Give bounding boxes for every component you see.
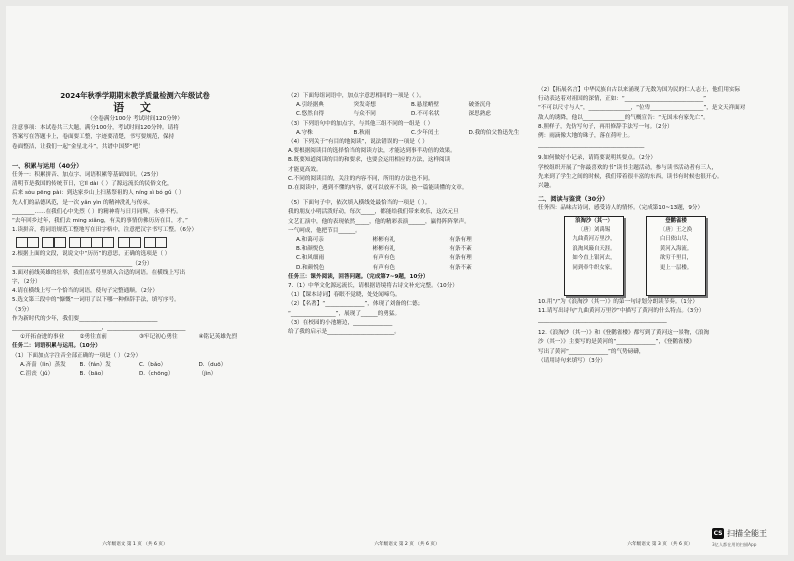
answer-line[interactable]: ________________________________，____________________________ bbox=[12, 325, 186, 332]
option: D.我的伯父鲁迅先生 bbox=[468, 129, 520, 136]
task-heading: 任务四：品味古诗词，感受诗人的情怀。（完成第10~13题，9分） bbox=[538, 205, 704, 212]
question: 字，（2分） bbox=[12, 279, 41, 286]
question: （4）下列关于“有目的地阅读”，说法错误的一项是（ ） bbox=[288, 139, 428, 146]
question: 2.根据上面的文段，说说文中“历历”的意思，正确的选项是（ ） bbox=[12, 251, 171, 258]
passage-line: 兴趣。 bbox=[538, 183, 555, 190]
answer-line[interactable]: ______________________________________ bbox=[538, 142, 645, 149]
option: 有条不紊 bbox=[449, 246, 472, 253]
question: 3.面对前线英雄的壮举，我们在括号里填入合适的词语。在横线上写出 bbox=[12, 269, 186, 276]
option: 彬彬有礼 bbox=[372, 246, 396, 253]
answer-line[interactable]: ___________________________________________（2分） bbox=[12, 260, 153, 267]
subject-title: 语 文 bbox=[113, 101, 157, 114]
option: 有条有理 bbox=[449, 237, 472, 244]
passage-line: 后来 sòu pēng pài：到达家乡山上扫墓祭祖的人 níng sì bó gǔ（ ） bbox=[12, 190, 185, 197]
answer-line[interactable]: 行动表达着对祖国的深情，正如：“____________________________” bbox=[538, 96, 707, 103]
options-row bbox=[288, 254, 526, 263]
options-row bbox=[12, 333, 258, 342]
options-row bbox=[12, 370, 258, 379]
option: B.秋雨 bbox=[353, 129, 371, 136]
answer-line[interactable]: （3）在校园的小池塘边，______________ bbox=[288, 319, 393, 326]
poem-box-2 bbox=[646, 216, 706, 296]
page-2 bbox=[288, 6, 526, 555]
option: B.（fán）发 bbox=[79, 361, 111, 368]
intro-line: 答案写在答题卡上，卷面要工整，字迹要清楚，书写要规范，保持 bbox=[12, 134, 175, 141]
question: （5）下面句子中，依次填入横线处最恰当的一项是（ ）。 bbox=[288, 200, 431, 207]
option: A.和蔼可亲 bbox=[296, 237, 324, 244]
passage-line: ________……在我们心中先烈（ ）的精神将与日月同辉，永垂不朽。 bbox=[12, 208, 182, 215]
answer-line[interactable]: ______________________________________________ bbox=[538, 317, 667, 324]
option-line: 才能更高效。 bbox=[288, 166, 322, 173]
passage-line: 先来到了学生之间的时候，我们带着很丰富的东西，读书有时候也很开心。 bbox=[538, 173, 723, 180]
option: ②勇往直前 bbox=[79, 334, 107, 341]
options-row bbox=[288, 264, 526, 273]
passage-line: 清明节是我国的传统节日，它lǐ dài（ ）了源远流长的民俗文化， bbox=[12, 181, 173, 188]
page-1 bbox=[12, 6, 258, 555]
page-3 bbox=[538, 6, 782, 555]
passage-line: 我的朋友小明活泼好动，每次_____，都能给我们带来欢乐，这次元旦 bbox=[288, 209, 459, 216]
option: ④铭记英雄先烈 bbox=[198, 334, 238, 341]
passage-line: 学校组织开展了“你最喜欢的书”读书主题活动，参与读书活动者有三人， bbox=[538, 164, 718, 171]
option: B.（bāo） bbox=[79, 371, 107, 378]
answer-line[interactable]: （2）【名著】“______________”，体现了刘备的仁德； bbox=[288, 301, 424, 308]
poem-line: 九曲黄河万里沙， bbox=[572, 236, 616, 243]
question: 11.请写出诗句“九曲黄河万里沙”中描写了黄河的什么特点。（3分） bbox=[538, 307, 705, 314]
exam-sheet bbox=[6, 6, 788, 555]
camscanner-icon: CS bbox=[713, 530, 723, 537]
poem-line: 同到牵牛织女家。 bbox=[572, 264, 616, 271]
example-line: 例：雨滴像大地的珠子，落在荷叶上。 bbox=[538, 133, 634, 140]
intro-line: 卷面整洁，让我们一起“金星北斗”，共谱中国梦”吧！ bbox=[12, 143, 144, 150]
options-row bbox=[288, 101, 526, 110]
passage-line: “去年回乡过年，我们去 ming xiǎng，有关的事情仿佛历历在目，才，” bbox=[12, 218, 188, 225]
poem-line: 浪淘风簸自天涯。 bbox=[572, 245, 616, 252]
poem-author: 〔唐〕刘禹锡 bbox=[577, 227, 611, 234]
question: （1）下面加点字注音全部正确的一项是（ ）（2分） bbox=[12, 352, 142, 359]
passage-line: 先人们的品德风范，是一次 yǎn yìn 的精神洗礼与传承。 bbox=[12, 199, 154, 206]
options-row bbox=[288, 236, 526, 245]
question: （2）下面每组词语中，加点字意思相同的一项是（ ）。 bbox=[288, 93, 425, 99]
answer-line[interactable]: 作为新时代的少年，我们要____________________________ bbox=[12, 315, 158, 322]
option: 有条有理 bbox=[449, 255, 472, 262]
task-heading: 任务一：积累拼音、加点字、词语积累等基础知识。（25分） bbox=[12, 172, 162, 179]
answer-line[interactable]: “________________”，展现了______的勇猛。 bbox=[288, 310, 401, 317]
exam-meta: （全卷满分100分 考试时间120分钟） bbox=[87, 116, 183, 122]
answer-line[interactable]: 敌人的诱降，他以_______________的气概宣告：“无国未有家先亡”。 bbox=[538, 114, 709, 121]
poem-author: 〔唐〕王之涣 bbox=[659, 227, 693, 234]
option: 有条不紊 bbox=[449, 264, 472, 271]
question: 9.如何做好小记录，请简要说明其要点。（2分） bbox=[538, 155, 656, 162]
question: 10.用“/”为《浪淘沙（其一）》的第一句诗划分朗读节奏。（1分） bbox=[538, 298, 698, 305]
task-heading: 任务二：词语积累与运用。（10分） bbox=[12, 343, 101, 350]
poem-box-1 bbox=[564, 216, 624, 296]
answer-line[interactable]: （1）【课本诗词】春眠不觉晓，处处闻啼鸟。 bbox=[288, 292, 401, 299]
question: （3）下列语句中的加点字，与其他三组不同的一组是（ ） bbox=[288, 120, 434, 127]
poem-boxes bbox=[564, 216, 782, 296]
poem-line: 更上一层楼。 bbox=[659, 264, 693, 271]
option-line: B.既要知道阅读的目的和要求，也要会运用相应的方法，这样阅读 bbox=[288, 157, 451, 164]
scanner-watermark bbox=[712, 528, 767, 539]
option: 彬彬有礼 bbox=[372, 237, 396, 244]
poem-line: 欲穷千里目， bbox=[659, 255, 693, 262]
options-row bbox=[288, 245, 526, 254]
question: （2）【拓展名言】中华民族自古以来涌现了无数为国为民的仁人志士，他们用实际 bbox=[538, 87, 741, 93]
watermark-subtext: 3亿人都在用的扫描App bbox=[712, 542, 757, 547]
passage-line: 文艺汇演中，他的表现依然_____，他的精彩表演______，赢得阵阵掌声。 bbox=[288, 218, 470, 225]
section-heading: 二、阅读与鉴赏（30分） bbox=[538, 196, 609, 204]
section-heading: 一、积累与运用（40分） bbox=[12, 162, 83, 170]
question: （请用诗句来填写）（3分） bbox=[538, 357, 606, 364]
option: A.引经据典 bbox=[296, 102, 324, 109]
question: （3分） bbox=[12, 306, 33, 313]
option: D.不可名状 bbox=[411, 111, 440, 118]
options-row bbox=[12, 361, 258, 370]
option: 有声有色 bbox=[372, 255, 396, 262]
option: D.（duō） bbox=[198, 361, 227, 368]
option-line: D.在阅读中，遇到不懂的内容，就可以放弃不读，换一篇能读懂的文章。 bbox=[288, 185, 468, 192]
option: C.和风细雨 bbox=[296, 255, 325, 262]
poem-line: 黄河入海流。 bbox=[659, 245, 693, 252]
intro-line: 注意事项：本试卷共三大题，满分100分，考试时间120分钟。请将 bbox=[12, 125, 179, 132]
poem-line: 如今直上银河去， bbox=[572, 255, 616, 262]
question: 5.选文第三段中的“慷慨”一词用了以下哪一种修辞手法，填写序号。 bbox=[12, 297, 180, 304]
option: C.少年闰土 bbox=[411, 129, 440, 136]
answer-line[interactable]: 给了我的启示是________________________。 bbox=[288, 329, 400, 336]
page-footer: 六年级语文 第 3 页 （共 6 页） bbox=[627, 541, 693, 547]
option: （jìn） bbox=[198, 371, 217, 378]
page-footer: 六年级语文 第 1 页 （共 6 页） bbox=[102, 541, 168, 547]
option: C.（bǎo） bbox=[139, 361, 167, 368]
question: 12.《浪淘沙（其一）》和《登鹳雀楼》都写到了黄河这一景物，《浪淘 bbox=[538, 330, 710, 337]
page-footer: 六年级语文 第 2 页 （共 6 页） bbox=[374, 541, 440, 547]
character-grid[interactable] bbox=[16, 237, 258, 248]
watermark-text: 扫描全能王 bbox=[727, 529, 767, 538]
option: 与众不同 bbox=[353, 111, 376, 118]
option: D.和颜悦色 bbox=[296, 264, 325, 271]
question: 1.读拼音，将词语规范工整地写在田字格中，注意把汉字书写工整。（6分） bbox=[12, 227, 198, 234]
option-line: A.要根据阅读目的选择恰当的阅读方法，才能达到事半功倍的效果。 bbox=[288, 148, 456, 155]
question: 8.照样子，先仿写句子，再用修辞手法写一句。（2分） bbox=[538, 123, 673, 130]
option: 深思熟虑 bbox=[468, 111, 491, 118]
option: B.悬崖峭壁 bbox=[411, 102, 439, 109]
task-heading: 任务三：课外阅读，回答问题。（完成第7~9题，10分） bbox=[288, 273, 429, 280]
answer-line[interactable]: “不可以尺寸与人”，_______________，“位卑___________________”，是文天祥面对 bbox=[538, 105, 746, 112]
option: 破釜沉舟 bbox=[468, 102, 491, 109]
option: 突发奇想 bbox=[353, 102, 376, 109]
passage-line: 一气呵成，他把节目______。 bbox=[288, 227, 361, 234]
question: 7.（1）中华文化源远流长，请根据语境将古诗文补充完整。（10分） bbox=[288, 283, 458, 290]
answer-line[interactable]: 写出了黄河“______________”的气势磅礴， bbox=[538, 348, 645, 355]
exam-title: 2024年秋季学期期末教学质量检测六年级试卷 bbox=[60, 91, 210, 100]
question: 4.请在横线上写一个恰当的词语，使句子完整通顺。（2分） bbox=[12, 288, 158, 295]
option: A.吝啬（lìn）蒸发 bbox=[20, 361, 66, 368]
options-row bbox=[288, 110, 526, 119]
option: D.（chōng） bbox=[139, 371, 174, 378]
option-line: C.不同的阅读目的，关注的内容不同，所用的方法也不同。 bbox=[288, 175, 434, 182]
options-row bbox=[288, 129, 526, 138]
option: C.悠然自得 bbox=[296, 111, 325, 118]
option: ③牢记初心勇往 bbox=[139, 334, 178, 341]
poem-line: 白日依山尽， bbox=[659, 236, 693, 243]
answer-line[interactable]: 沙（其一）》主要写的是黄河的“______________”，《登鹳雀楼》 bbox=[538, 339, 695, 346]
option: 有声有色 bbox=[372, 264, 396, 271]
poem-title: 浪淘沙（其一） bbox=[575, 217, 613, 224]
poem-title: 登鹳雀楼 bbox=[665, 217, 687, 224]
option: A.守株 bbox=[296, 129, 313, 136]
option: B.和颜悦色 bbox=[296, 246, 324, 253]
option: ①开拓奋进的事业 bbox=[20, 334, 65, 341]
option: C.沮丧（jǔ） bbox=[20, 371, 54, 378]
